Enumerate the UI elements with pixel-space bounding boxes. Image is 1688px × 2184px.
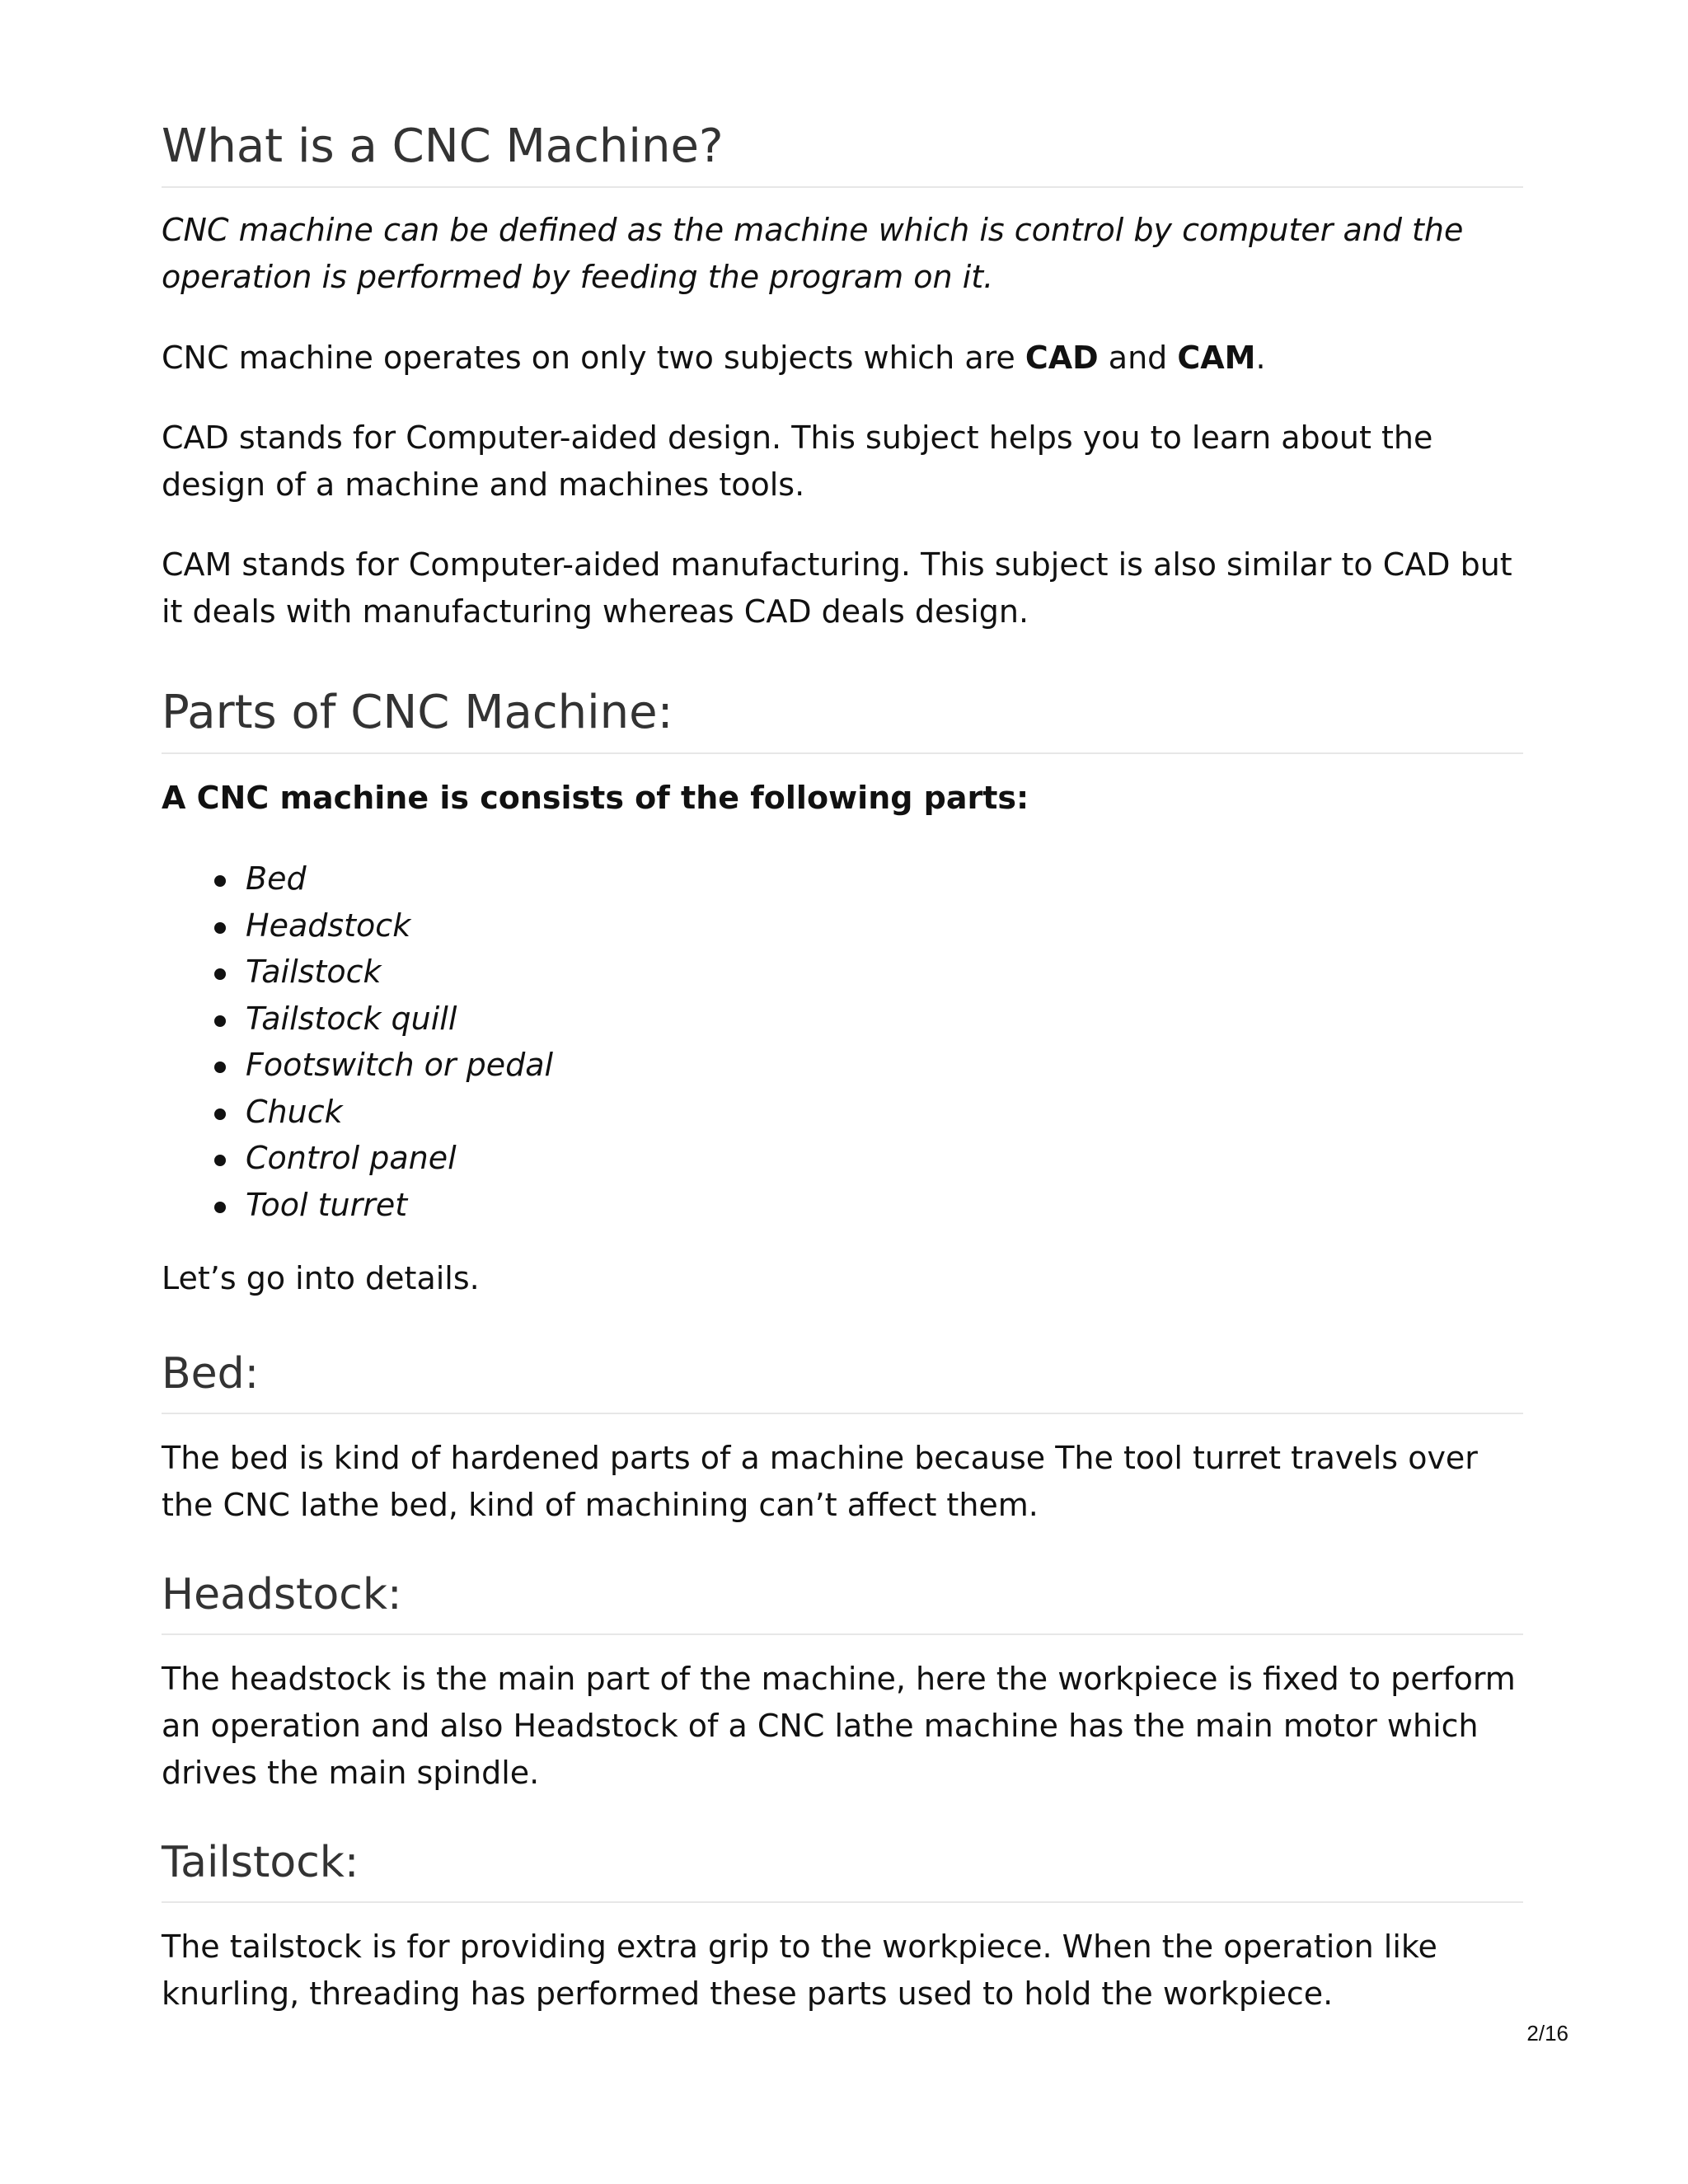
bullet-icon [214,1202,226,1213]
list-item [246,902,1523,949]
heading-what-is-cnc: What is a CNC Machine? [162,120,1523,188]
list-item [246,855,1523,902]
heading-tailstock: Tailstock: [162,1839,1523,1903]
bed-paragraph: The bed is kind of hardened parts of a machine because The tool turret travels over the CNC lathe bed, kind of machining can’t affect them. [162,1440,1478,1523]
subject-cam: CAM [1177,340,1256,376]
bullet-icon [214,1108,226,1120]
heading-headstock: Headstock: [162,1571,1523,1635]
tailstock-paragraph: The tailstock is for providing extra grip to the workpiece. When the operation like knurling, threading has performed these parts used to hold the workpiece. [162,1929,1437,2012]
bullet-icon [214,968,226,980]
list-item-label: Chuck [246,1093,343,1130]
page-number: 2/16 [1526,2021,1568,2046]
heading-bed: Bed: [162,1350,1523,1414]
list-item [246,1135,1523,1182]
subject-cad: CAD [1025,340,1099,376]
bullet-icon [214,1015,226,1027]
list-item-label: Control panel [246,1140,457,1176]
list-item [246,1089,1523,1136]
bullet-icon [214,1155,226,1166]
subjects-text-and: and [1098,340,1178,376]
heading-parts: Parts of CNC Machine: [162,687,1523,754]
list-item [246,996,1523,1043]
cam-paragraph: CAM stands for Computer-aided manufacturing. This subject is also similar to CAD but it deals with manufacturing whereas CAD deals design. [162,546,1512,630]
bullet-icon [214,1062,226,1073]
details-intro: Let’s go into details. [162,1260,480,1296]
cad-paragraph: CAD stands for Computer-aided design. This subject helps you to learn about the design of a machine and machines tools. [162,419,1433,503]
list-item-label: Bed [246,860,307,897]
headstock-paragraph: The headstock is the main part of the machine, here the workpiece is fixed to perform an operation and also Headstock of a CNC lathe machine has the main motor which drives the main spindle. [162,1661,1516,1791]
list-item-label: Tailstock quill [246,1000,457,1037]
subjects-paragraph [162,335,1523,382]
parts-list [162,855,1523,1228]
list-item-label: Tailstock [246,954,382,990]
list-item [246,949,1523,996]
subjects-text-before: CNC machine operates on only two subjects which are [162,340,1025,376]
list-item-label: Headstock [246,907,411,944]
list-item [246,1182,1523,1229]
bullet-icon [214,875,226,887]
list-item-label: Tool turret [246,1186,408,1223]
list-item [246,1042,1523,1089]
list-item-label: Footswitch or pedal [246,1047,554,1083]
parts-intro: A CNC machine is consists of the following parts: [162,780,1029,816]
subjects-text-after: . [1255,340,1266,376]
definition-paragraph: CNC machine can be defined as the machine which is control by computer and the operation is performed by feeding the program on it. [162,212,1464,295]
bullet-icon [214,922,226,934]
